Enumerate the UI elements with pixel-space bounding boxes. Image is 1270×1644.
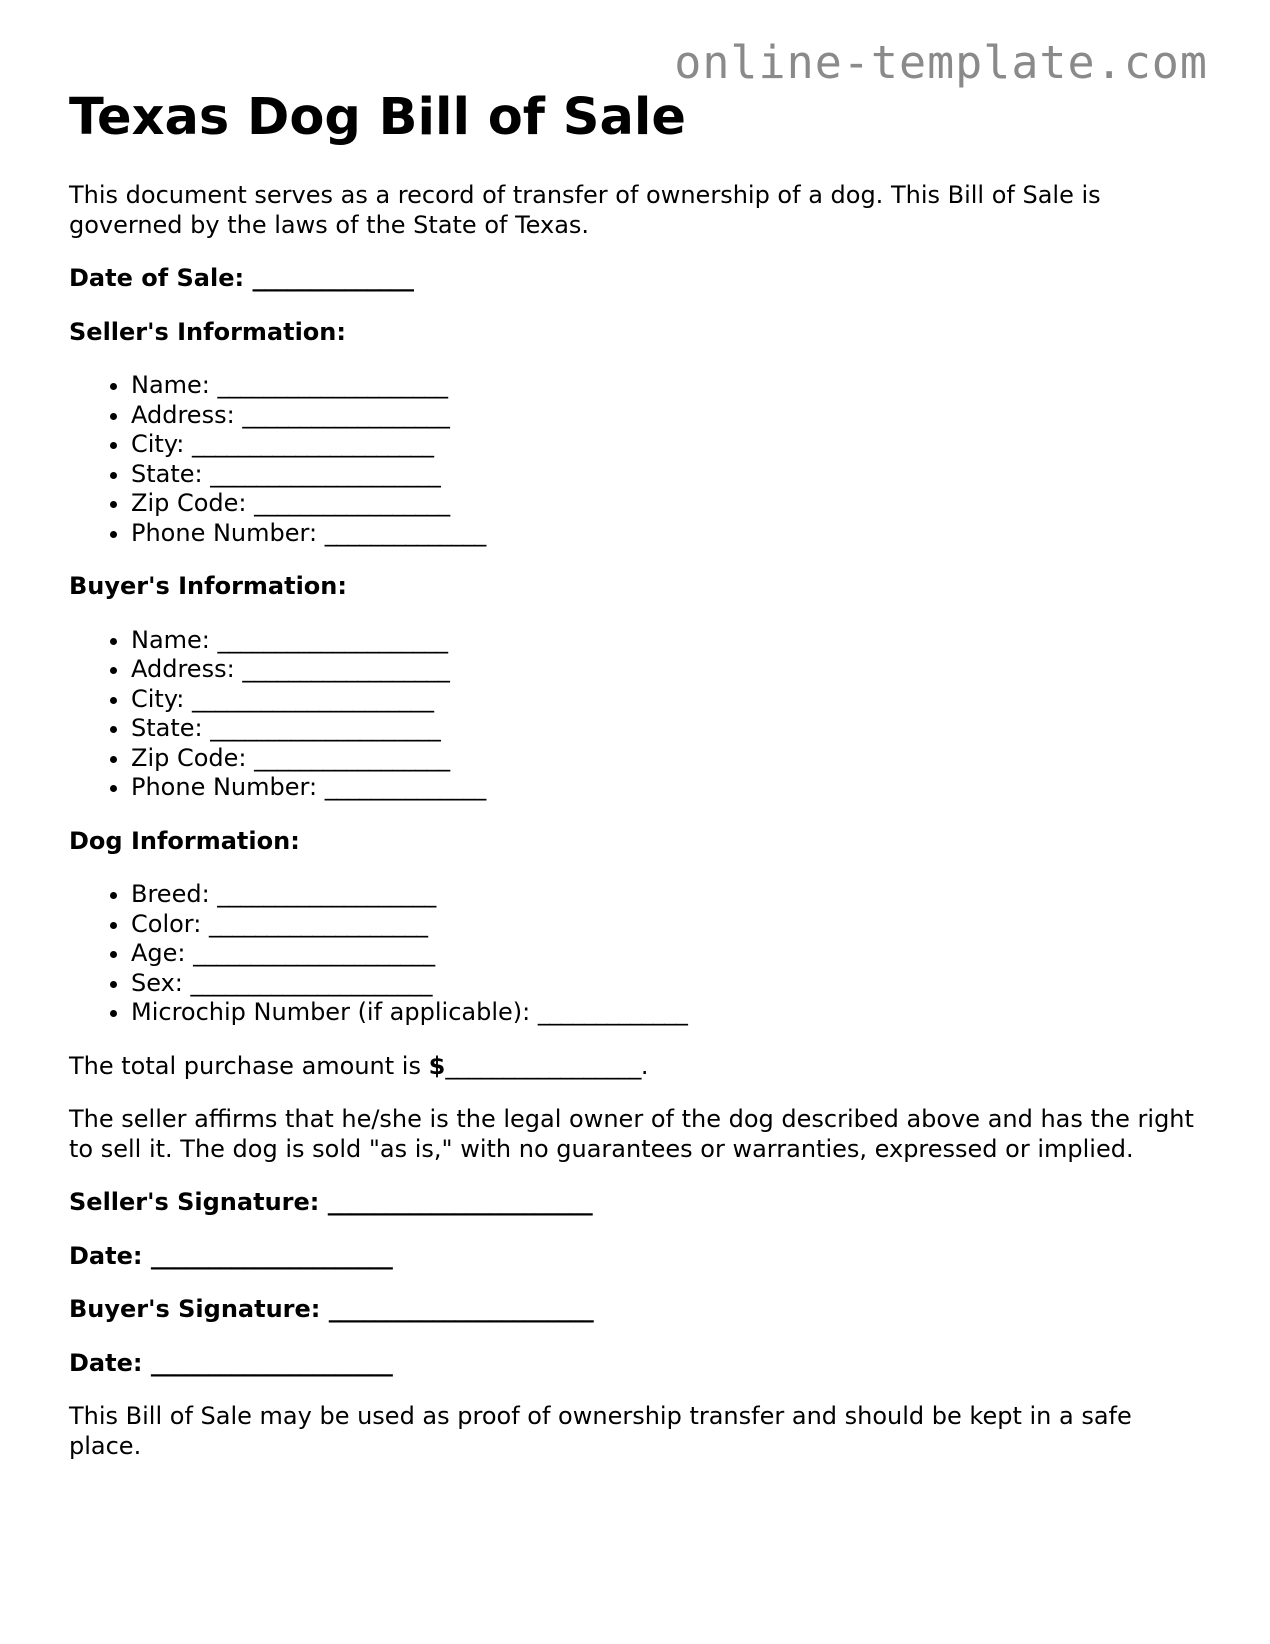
closing-paragraph: This Bill of Sale may be used as proof of ownership transfer and should be kept in a safe place.	[69, 1402, 1132, 1460]
date-of-sale-field	[69, 264, 1209, 294]
purchase-prefix: The total purchase amount is	[69, 1051, 429, 1080]
buyer-signature-blank[interactable]: _______________________	[328, 1295, 594, 1323]
seller-signature-label: Seller's Signature:	[69, 1188, 320, 1216]
buyer-zip-blank[interactable]: _________________	[254, 743, 450, 772]
dog-age-item	[131, 939, 1209, 969]
buyer-info-heading: Buyer's Information:	[69, 572, 347, 600]
seller-city-item	[131, 430, 1209, 460]
date-of-sale-blank[interactable]: ______________	[252, 264, 414, 292]
page-title: Texas Dog Bill of Sale	[69, 88, 686, 147]
seller-name-blank[interactable]: ____________________	[217, 371, 448, 399]
seller-city-label: City:	[131, 430, 185, 458]
buyer-address-label: Address:	[131, 655, 235, 683]
affirmation-paragraph: The seller affirms that he/she is the legal owner of the dog described above and has the right to sell it. The dog is sold "as is," with no guarantees or warranties, expressed or implied.	[69, 1105, 1194, 1163]
document-page	[69, 88, 1209, 1461]
seller-address-label: Address:	[131, 400, 235, 429]
seller-address-item	[131, 401, 1209, 431]
buyer-date-blank[interactable]: _____________________	[150, 1348, 393, 1377]
seller-address-blank[interactable]: __________________	[242, 400, 450, 429]
purchase-amount-line	[69, 1052, 1209, 1082]
dog-info-list	[69, 880, 1209, 1028]
buyer-name-label: Name:	[131, 625, 210, 654]
seller-date-field	[69, 1242, 1209, 1272]
dog-microchip-blank[interactable]: _____________	[537, 998, 688, 1026]
buyer-city-blank[interactable]: _____________________	[192, 684, 434, 713]
buyer-phone-blank[interactable]: ______________	[324, 773, 486, 801]
dog-breed-label: Breed:	[131, 880, 210, 908]
buyer-signature-field	[69, 1295, 1209, 1325]
seller-info-list	[69, 371, 1209, 548]
buyer-zip-item	[131, 744, 1209, 774]
buyer-info-list	[69, 626, 1209, 803]
seller-zip-label: Zip Code:	[131, 489, 247, 517]
buyer-state-blank[interactable]: ____________________	[210, 714, 441, 742]
buyer-name-blank[interactable]: ____________________	[217, 625, 448, 654]
currency-symbol: $	[428, 1051, 446, 1080]
dog-age-blank[interactable]: _____________________	[193, 939, 435, 967]
buyer-address-blank[interactable]: __________________	[242, 655, 450, 683]
buyer-zip-label: Zip Code:	[131, 743, 247, 772]
seller-info-heading: Seller's Information:	[69, 317, 346, 346]
buyer-date-label: Date:	[69, 1348, 143, 1377]
buyer-date-field	[69, 1349, 1209, 1379]
dog-color-blank[interactable]: ___________________	[208, 909, 428, 938]
buyer-signature-label: Buyer's Signature:	[69, 1295, 321, 1323]
dog-color-item	[131, 910, 1209, 940]
dog-microchip-item	[131, 998, 1209, 1028]
dog-breed-item	[131, 880, 1209, 910]
buyer-state-item	[131, 714, 1209, 744]
seller-phone-label: Phone Number:	[131, 518, 318, 547]
dog-info-heading: Dog Information:	[69, 826, 300, 855]
seller-signature-field	[69, 1188, 1209, 1218]
purchase-amount-blank[interactable]: _________________	[445, 1051, 641, 1080]
dog-sex-label: Sex:	[131, 968, 183, 997]
seller-date-blank[interactable]: _____________________	[150, 1241, 393, 1270]
seller-state-label: State:	[131, 459, 203, 488]
dog-sex-blank[interactable]: _____________________	[190, 968, 433, 997]
seller-name-label: Name:	[131, 371, 210, 399]
watermark: online-template.com	[674, 36, 1208, 89]
purchase-suffix: .	[640, 1051, 649, 1080]
buyer-phone-item	[131, 773, 1209, 803]
buyer-state-label: State:	[131, 714, 203, 742]
buyer-address-item	[131, 655, 1209, 685]
buyer-city-item	[131, 685, 1209, 715]
dog-sex-item	[131, 969, 1209, 999]
seller-phone-blank[interactable]: ______________	[324, 518, 486, 547]
seller-name-item	[131, 371, 1209, 401]
seller-zip-blank[interactable]: _________________	[254, 489, 450, 517]
dog-breed-blank[interactable]: ___________________	[217, 880, 436, 908]
buyer-city-label: City:	[131, 684, 185, 713]
dog-microchip-label: Microchip Number (if applicable):	[131, 998, 531, 1026]
seller-date-label: Date:	[69, 1241, 143, 1270]
date-of-sale-label: Date of Sale:	[69, 264, 245, 292]
buyer-phone-label: Phone Number:	[131, 773, 318, 801]
seller-city-blank[interactable]: _____________________	[192, 430, 434, 458]
dog-color-label: Color:	[131, 909, 202, 938]
seller-zip-item	[131, 489, 1209, 519]
dog-age-label: Age:	[131, 939, 186, 967]
intro-paragraph: This document serves as a record of transfer of ownership of a dog. This Bill of Sale is governed by the laws of the State of Texas.	[69, 181, 1101, 239]
seller-signature-blank[interactable]: _______________________	[327, 1188, 593, 1216]
buyer-name-item	[131, 626, 1209, 656]
seller-state-blank[interactable]: ____________________	[210, 459, 441, 488]
seller-phone-item	[131, 519, 1209, 549]
seller-state-item	[131, 460, 1209, 490]
